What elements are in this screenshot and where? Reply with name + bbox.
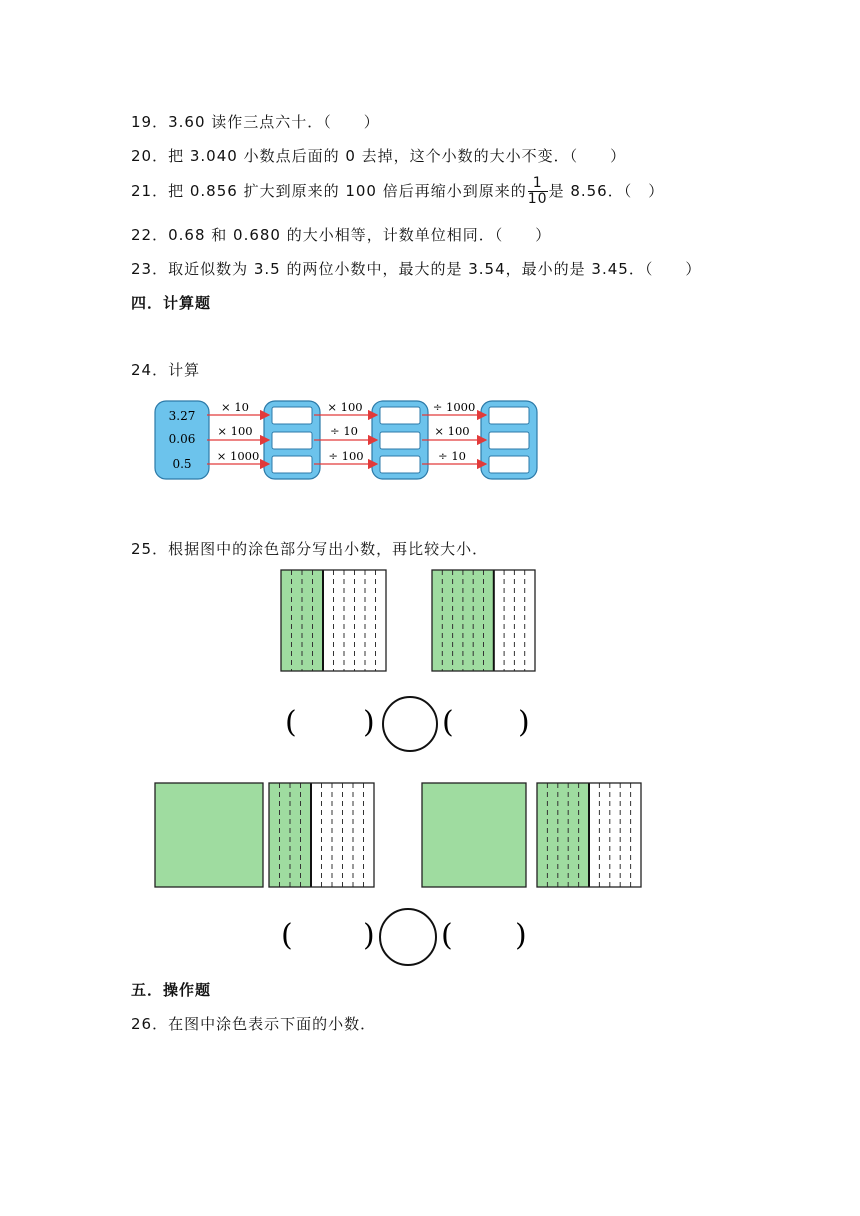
question-20: 20．把 3.040 小数点后面的 0 去掉，这个小数的大小不变．（ ） <box>131 147 627 165</box>
answer-box[interactable] <box>272 456 312 473</box>
input-value: 0.06 <box>168 432 196 446</box>
tenths-grid-b <box>432 570 535 671</box>
fraction-denominator: 10 <box>527 191 548 207</box>
blank-right-open: ( <box>442 705 454 740</box>
question-24: 24．计算 <box>131 361 201 379</box>
answer-box[interactable] <box>380 407 420 424</box>
question-26: 26．在图中涂色表示下面的小数． <box>131 1015 377 1033</box>
answer-box[interactable] <box>489 407 529 424</box>
question-25: 25．根据图中的涂色部分写出小数，再比较大小． <box>131 540 489 558</box>
operator-label: × 100 <box>434 424 470 438</box>
blank-left-open: ( <box>281 918 293 953</box>
question-21-text: 21．把 0.856 扩大到原来的 100 倍后再缩小到原来的 <box>131 182 527 200</box>
section-4-heading: 四．计算题 <box>131 294 212 312</box>
question-21-text-end: 是 8.56．（ ） <box>548 182 665 200</box>
question-22: 22．0.68 和 0.680 的大小相等，计数单位相同．（ ） <box>131 226 552 244</box>
operator-label: × 100 <box>327 400 363 414</box>
section-5-heading: 五．操作题 <box>131 981 212 999</box>
decimal-figures <box>145 560 665 975</box>
blank-left-open: ( <box>285 705 297 740</box>
blank-left-close: ) <box>363 705 375 740</box>
operator-label: ÷ 10 <box>438 449 466 463</box>
answer-box[interactable] <box>272 407 312 424</box>
answer-box[interactable] <box>380 432 420 449</box>
operator-label: ÷ 100 <box>328 449 364 463</box>
calculation-chain <box>150 396 540 484</box>
input-value: 0.5 <box>172 457 192 471</box>
operator-label: × 100 <box>217 424 253 438</box>
tenths-grid-d <box>537 783 641 887</box>
shaded-part <box>269 783 311 887</box>
question-23: 23．取近似数为 3.5 的两位小数中，最大的是 3.54，最小的是 3.45．（ ） <box>131 260 702 278</box>
fraction-numerator: 1 <box>528 176 548 192</box>
shaded-part <box>537 783 589 887</box>
answer-box[interactable] <box>272 432 312 449</box>
question-21 <box>131 176 664 207</box>
whole-square-b <box>422 783 526 887</box>
blank-right-close: ) <box>515 918 527 953</box>
answer-box[interactable] <box>380 456 420 473</box>
compare-circle[interactable] <box>383 697 437 751</box>
tenths-grid-a <box>281 570 386 671</box>
answer-box[interactable] <box>489 456 529 473</box>
operator-label: × 10 <box>221 400 249 414</box>
tenths-grid-c <box>269 783 374 887</box>
operator-label: ÷ 10 <box>330 424 358 438</box>
blank-right-open: ( <box>441 918 453 953</box>
blank-right-close: ) <box>518 705 530 740</box>
question-19: 19．3.60 读作三点六十．（ ） <box>131 113 380 131</box>
operator-label: ÷ 1000 <box>432 400 476 414</box>
answer-box[interactable] <box>489 432 529 449</box>
fraction <box>528 176 548 207</box>
whole-square-a <box>155 783 263 887</box>
compare-circle[interactable] <box>380 909 436 965</box>
input-value: 3.27 <box>168 409 196 423</box>
blank-left-close: ) <box>363 918 375 953</box>
operator-label: × 1000 <box>216 449 260 463</box>
